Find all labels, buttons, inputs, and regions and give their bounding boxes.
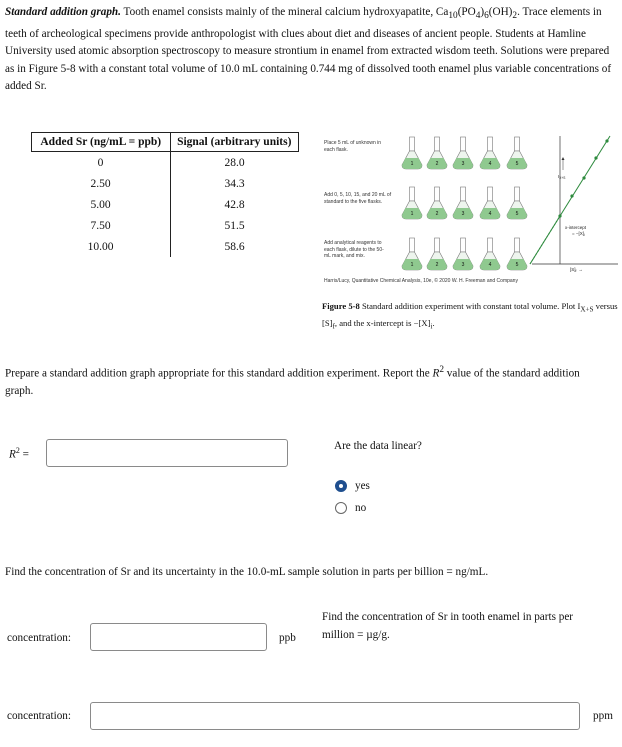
flask-row-3: [402, 238, 527, 270]
figure-flasks: [320, 128, 620, 288]
table-cell: 10.00: [32, 236, 171, 257]
table-cell: 0: [32, 152, 171, 174]
flask-number: 5: [515, 211, 519, 217]
caption-sub-f: f: [332, 322, 335, 331]
flask-number: 5: [515, 262, 519, 268]
intro-text-5: . Trace elements in teeth of archeological specimens provide anthropologist with clues about diet and diseases of ancient people. Students at Hamline University used atomic absorption spectroscopy to measure strontium in enamel from extracted wisdom teeth. Solutions were prepared as in Figure 5-8 with a constant total volume of 10.0 mL containing 0.744 mg of dissolved tooth enamel plus variable concentrations of added Sr.: [5, 6, 612, 93]
question-graph-text-1: Prepare a standard addition graph appropriate for this standard addition experiment. Report the: [5, 367, 433, 380]
flask-number: 3: [461, 161, 465, 167]
table-cell: 58.6: [224, 240, 245, 253]
intro-sub-oh: 2: [512, 11, 518, 22]
table-row: [32, 194, 299, 215]
caption-sub-i: i: [430, 322, 433, 331]
r2-label-eq: =: [19, 448, 29, 461]
figure-caption: [322, 300, 622, 333]
figure-step-1: Place 5 mL of unknown in each flask.: [324, 140, 382, 153]
flask-number: 2: [435, 262, 439, 268]
question-graph-text-2: value of the standard addition graph.: [5, 367, 580, 398]
concentration-input-ppb[interactable]: [90, 623, 267, 651]
unit-ppb: ppb: [279, 632, 296, 644]
question-graph: [5, 362, 605, 401]
flask-number: 1: [410, 262, 414, 268]
radio-yes-label: yes: [355, 480, 370, 492]
question-ppm: Find the concentration of Sr in tooth enamel in parts per million = µg/g.: [322, 611, 574, 641]
unit-ppm: ppm: [593, 710, 613, 722]
graph-x-label-sub: f: [575, 269, 577, 273]
flask-number: 3: [461, 262, 465, 268]
r2-label-sup: 2: [15, 446, 20, 455]
r2-label-r: R: [9, 448, 16, 461]
table-row: [32, 215, 299, 236]
question-concentration: Find the concentration of Sr and its uncertainty in the 10.0-mL sample solution in parts per billion = ng/mL.: [5, 566, 489, 578]
table-header-signal: Signal (arbitrary units): [170, 133, 299, 152]
intro-text-4: (OH): [488, 6, 513, 18]
intro-sub-ca: 10: [448, 11, 458, 22]
intro-sub-po: 4: [475, 11, 481, 22]
flask-number: 5: [515, 161, 519, 167]
data-table: [31, 132, 299, 257]
figure-credit: Harris/Lucy, Quantitative Chemical Analysis, 10e, © 2020 W. H. Freeman and Company: [324, 278, 518, 284]
graph-x-label-main: [S]: [570, 267, 576, 272]
table-cell: 5.00: [32, 194, 171, 215]
graph-x-arrow: →: [578, 267, 583, 272]
caption-text-2: versus [S]: [322, 301, 618, 328]
intro-title: Standard addition graph.: [5, 6, 121, 18]
flask-number: 4: [488, 161, 492, 167]
radio-no[interactable]: [335, 502, 366, 514]
concentration-label-1: concentration:: [7, 632, 71, 644]
graph-x-label: [570, 267, 583, 273]
table-cell: 34.3: [224, 177, 245, 190]
graph-intercept-value-main: = −[X]: [572, 231, 585, 236]
figure-5-8: [320, 128, 620, 288]
flask-row-1: [402, 137, 527, 169]
radio-yes[interactable]: [335, 480, 370, 492]
flask-number: 1: [410, 211, 414, 217]
radio-no-label: no: [355, 502, 367, 514]
r2-input[interactable]: [46, 439, 288, 467]
intro-text-2: (PO: [457, 6, 476, 18]
table-cell: 42.8: [224, 198, 245, 211]
flask-row-2: [402, 187, 527, 219]
radio-yes-indicator[interactable]: [335, 480, 347, 492]
graph-intercept-value: [572, 231, 585, 237]
graph-y-label: [558, 174, 565, 180]
intro-paragraph: [5, 4, 617, 96]
table-cell: 7.50: [32, 215, 171, 236]
intro-sub-6: 6: [484, 11, 489, 22]
flask-number: 4: [488, 211, 492, 217]
r2-label: [9, 446, 29, 461]
caption-text-3: , and the x-intercept is −[X]: [334, 317, 431, 328]
graph-intercept-label: x-intercept: [565, 225, 587, 230]
figure-step-2: Add 0, 5, 10, 15, and 20 mL of standard to the five flasks.: [324, 192, 392, 205]
intro-text-1: Tooth enamel consists mainly of the mineral calcium hydroxyapatite, Ca: [120, 6, 449, 18]
graph-intercept-value-sub: i: [584, 233, 585, 237]
flask-number: 2: [435, 161, 439, 167]
caption-sub-xs: X+S: [580, 305, 594, 314]
concentration-input-ppm[interactable]: [90, 702, 580, 730]
flask-number: 3: [461, 211, 465, 217]
table-header-added-sr: Added Sr (ng/mL = ppb): [32, 133, 171, 152]
table-row: [32, 152, 299, 174]
caption-text-1: Standard addition experiment with constant total volume. Plot I: [359, 301, 581, 311]
question-graph-sup: 2: [439, 365, 444, 375]
table-cell: 51.5: [224, 219, 245, 232]
figure-step-3: Add analytical reagents to each flask, dilute to the 50-mL mark, and mix.: [324, 240, 384, 259]
table-row: [32, 173, 299, 194]
figure-graph: [530, 136, 618, 264]
flask-number: 4: [488, 262, 492, 268]
table-cell: 2.50: [32, 173, 171, 194]
table-row: [32, 236, 299, 257]
concentration-label-2: concentration:: [7, 710, 71, 722]
graph-y-label-sub: X+S: [559, 176, 566, 180]
intro-text-3: ): [480, 6, 485, 18]
radio-no-indicator[interactable]: [335, 502, 347, 514]
table-cell: 28.0: [224, 156, 245, 169]
caption-label: Figure 5-8: [322, 301, 360, 311]
flask-number: 1: [410, 161, 414, 167]
flask-number: 2: [435, 211, 439, 217]
table-header-row: [32, 133, 299, 152]
caption-text-4: .: [432, 317, 435, 328]
graph-y-label-main: I: [558, 174, 560, 179]
linear-question: Are the data linear?: [334, 440, 422, 452]
question-graph-r: R: [432, 367, 440, 380]
